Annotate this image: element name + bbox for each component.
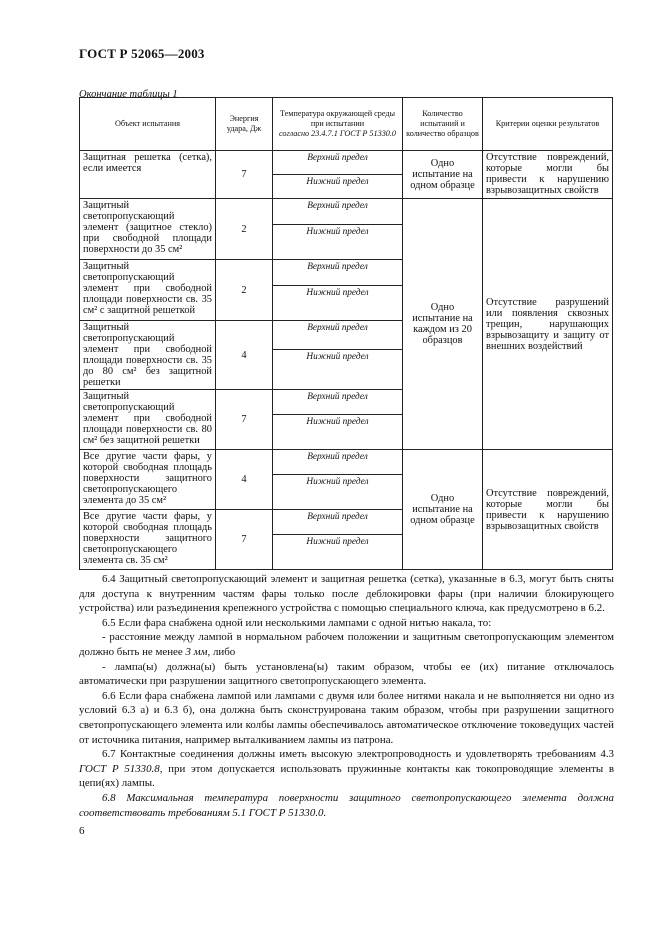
lower-limit-cell: Нижний предел (273, 225, 403, 260)
body-text (79, 572, 614, 820)
test-table (79, 97, 613, 570)
object-cell: Защитный светопропускающий элемент при свободной площади поверхности св. 35 до 80 см² без защитной решетки (80, 321, 216, 390)
object-cell: Все другие части фары, у которой свободная площадь поверхности защитного светопропускающего элемента до 35 см² (80, 450, 216, 510)
page-number: 6 (79, 825, 85, 837)
upper-limit-cell: Верхний предел (273, 321, 403, 350)
paragraph-6-6: 6.6 Если фара снабжена лампой или лампами с двумя или более нитями накала и не выполняется ни одно из условий 6.3 а) и 6.3 б), она должна быть сконструирована таким образом, чтобы при разрушении защитного светопропускающего элемента или колбы лампы обеспечивалось автоматическое отключение токоведущих частей от источника питания, например выталкиванием лампы из патрона. (79, 689, 614, 746)
lower-limit-cell: Нижний предел (273, 415, 403, 450)
count-cell: Одно испытание на каждом из 20 образцов (403, 199, 483, 450)
energy-cell: 4 (216, 450, 273, 510)
count-cell: Одно испытание на одном образце (403, 450, 483, 570)
energy-cell: 7 (216, 390, 273, 450)
upper-limit-cell: Верхний предел (273, 510, 403, 535)
criteria-cell: Отсутствие повреждений, которые могли бы привести к нарушению взрывозащитных свойств (483, 151, 613, 199)
paragraph-6-7: 6.7 Контактные соединения должны иметь высокую электропроводность и удовлетворять требованиям 4.3 ГОСТ Р 51330.8, при этом допускается использовать пружинные контакты как токопроводящие элементы в цепи(ях) лампы. (79, 748, 615, 790)
energy-cell: 2 (216, 199, 273, 260)
paragraph-6-5-a: - расстояние между лампой в нормальном рабочем положении и защитным светопропускающим элементом должно быть не менее 3 мм, либо (79, 631, 614, 658)
energy-cell: 4 (216, 321, 273, 390)
paragraph-6-5: 6.5 Если фара снабжена одной или несколькими лампами с одной нитью накала, то: (102, 616, 492, 629)
energy-cell: 7 (216, 151, 273, 199)
header-temperature-ref: согласно 23.4.7.1 ГОСТ Р 51330.0 (278, 129, 397, 138)
criteria-cell: Отсутствие разрушений или появления сквозных трещин, нарушающих взрывозащиту и защиту от внешних воздействий (483, 199, 613, 450)
lower-limit-cell: Нижний предел (273, 286, 403, 321)
paragraph-6-5-b: - лампа(ы) должна(ы) быть установлена(ы) таким образом, чтобы ее (их) питание отключалось автоматически при разрушении защитного светопропускающего элемента. (79, 660, 614, 688)
header-temperature: Температура окружающей среды при испытании согласно 23.4.7.1 ГОСТ Р 51330.0 (273, 98, 403, 151)
table-row (80, 450, 613, 475)
upper-limit-cell: Верхний предел (273, 450, 403, 475)
upper-limit-cell: Верхний предел (273, 260, 403, 286)
header-energy: Энергия удара, Дж (216, 98, 273, 151)
lower-limit-cell: Нижний предел (273, 475, 403, 510)
header-object: Объект испытания (80, 98, 216, 151)
document-header: ГОСТ Р 52065—2003 (79, 46, 205, 61)
lower-limit-cell: Нижний предел (273, 535, 403, 570)
object-cell: Защитный светопропускающий элемент (защитное стекло) при свободной площади поверхности до 35 см² (80, 199, 216, 260)
paragraph-6-4: 6.4 Защитный светопропускающий элемент и защитная решетка (сетка), указанные в 6.3, могут быть сняты для доступа к внутренним частям фары только после деблокировки фары (при наличии блокирующего устройства) или разъединения крепежного устройства с помощью специального ключа, как предусмотрено в 6.2. (79, 573, 614, 615)
standard-reference: ГОСТ Р 51330.8 (79, 762, 160, 775)
criteria-cell: Отсутствие повреждений, которые могли бы привести к нарушению взрывозащитных свойств (483, 450, 613, 570)
lower-limit-cell: Нижний предел (273, 175, 403, 199)
upper-limit-cell: Верхний предел (273, 151, 403, 175)
table-caption: Окончание таблицы 1 (79, 89, 178, 100)
object-cell: Все другие части фары, у которой свободная площадь поверхности защитного светопропускающего элемента св. 35 см² (80, 510, 216, 570)
object-cell: Защитный светопропускающий элемент при свободной площади поверхности св. 35 см² с защитной решеткой (80, 260, 216, 321)
energy-cell: 7 (216, 510, 273, 570)
count-cell: Одно испытание на одном образце (403, 151, 483, 199)
energy-cell: 2 (216, 260, 273, 321)
object-cell: Защитный светопропускающий элемент при свободной площади поверхности св. 80 см² без защитной решетки (80, 390, 216, 450)
header-criteria: Критерии оценки результатов (483, 98, 613, 151)
table-header-row (80, 98, 613, 151)
table-row (80, 199, 613, 225)
lower-limit-cell: Нижний предел (273, 349, 403, 389)
upper-limit-cell: Верхний предел (273, 199, 403, 225)
object-cell: Защитная решетка (сетка), если имеется (80, 151, 216, 199)
upper-limit-cell: Верхний предел (273, 390, 403, 415)
paragraph-6-8: 6.8 Максимальная температура поверхности защитного светопропускающего элемента должна соответствовать требованиям 5.1 ГОСТ Р 51330.0. (79, 791, 614, 819)
header-count: Количество испытаний и количество образцов (403, 98, 483, 151)
table-row (80, 151, 613, 175)
distance-value: 3 мм (185, 645, 208, 658)
